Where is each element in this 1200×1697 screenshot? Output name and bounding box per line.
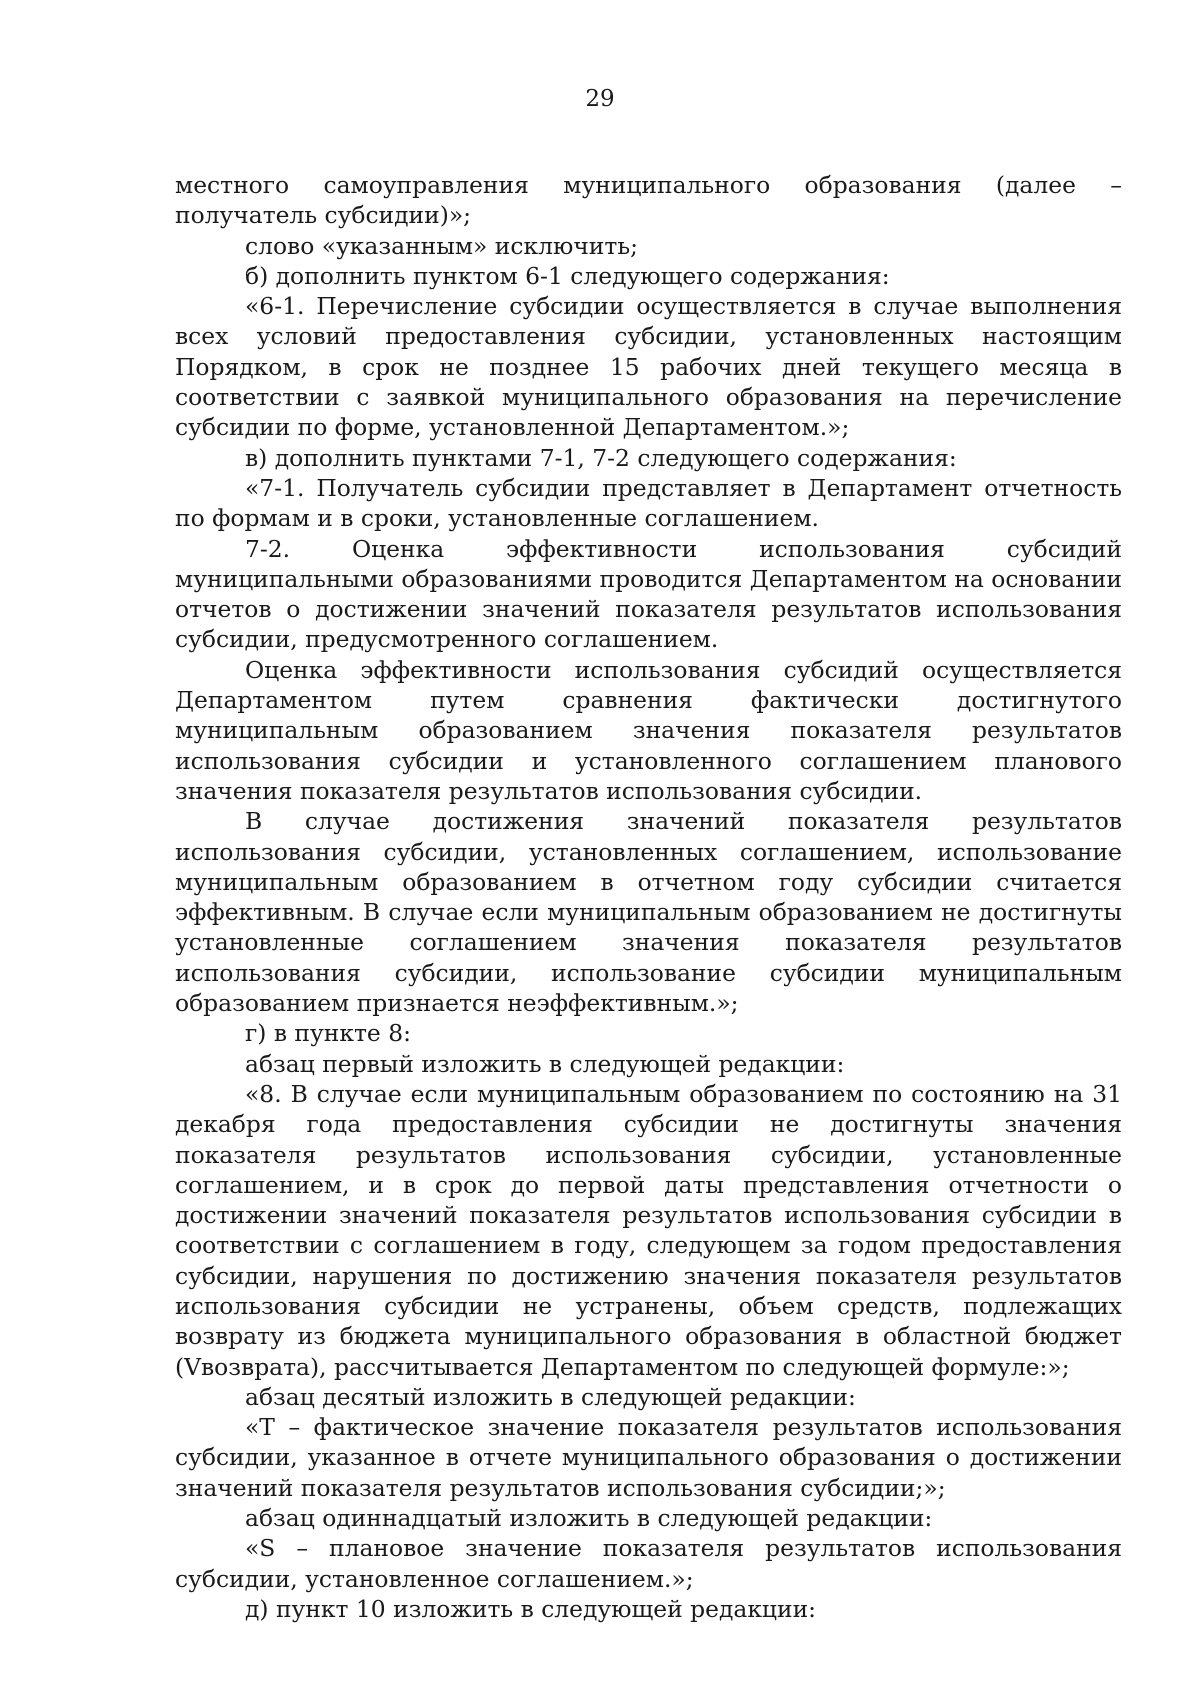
paragraph: в) дополнить пунктами 7-1, 7-2 следующего содержания: — [245, 443, 957, 472]
paragraph: д) пункт 10 изложить в следующей редакции: — [245, 1594, 817, 1623]
document-body — [175, 170, 1122, 1624]
paragraph: абзац первый изложить в следующей редакции: — [245, 1049, 845, 1078]
paragraph: слово «указанным» исключить; — [245, 231, 638, 260]
paragraph: «6-1. Перечисление субсидии осуществляется в случае выполнения всех условий предоставления субсидии, установленных настоящим Порядком, в срок не позднее 15 рабочих дней текущего месяца в соответствии с заявкой муниципального образования на перечисление субсидии по форме, установленной Департаментом.»; — [175, 292, 1122, 442]
paragraph: В случае достижения значений показателя результатов использования субсидии, установленных соглашением, использование муниципальным образованием в отчетном году субсидии считается эффективным. В случае если муниципальным образованием не достигнуты установленные соглашением значения показателя результатов использования субсидии, использование субсидии муниципальным образованием признается неэффективным.»; — [175, 807, 1122, 1018]
paragraph: абзац десятый изложить в следующей редакции: — [245, 1382, 856, 1411]
paragraph: Оценка эффективности использования субсидий осуществляется Департаментом путем сравнения фактически достигнутого муниципальным образованием значения показателя результатов использования субсидии и установленного соглашением планового значения показателя результатов использования субсидии. — [175, 655, 1122, 805]
paragraph: г) в пункте 8: — [245, 1019, 411, 1048]
paragraph: «S – плановое значение показателя результатов использования субсидии, установленное соглашением.»; — [175, 1534, 1122, 1593]
page-number: 29 — [585, 86, 615, 112]
paragraph: абзац одиннадцатый изложить в следующей редакции: — [245, 1504, 933, 1533]
paragraph: 7-2. Оценка эффективности использования субсидий муниципальными образованиями проводится Департаментом на основании отчетов о достижении значений показателя результатов использования субсидии, предусмотренного соглашением. — [175, 534, 1122, 654]
paragraph: «7-1. Получатель субсидии представляет в Департамент отчетность по формам и в сроки, установленные соглашением. — [175, 473, 1122, 533]
paragraph: «8. В случае если муниципальным образованием по состоянию на 31 декабря года предоставления субсидии не достигнуты значения показателя результатов использования субсидии, установленные соглашением, и в срок до первой даты представления отчетности о достижении значений показателя результатов использования субсидии в соответствии с соглашением в году, следующем за годом предоставления субсидии, нарушения по достижению значения показателя результатов использования субсидии не устранены, объем средств, подлежащих возврату из бюджета муниципального образования в областной бюджет (Vвозврата), рассчитывается Департаментом по следующей формуле:»; — [175, 1079, 1122, 1381]
paragraph: местного самоуправления муниципального образования (далее – получатель субсидии)»; — [175, 171, 1122, 230]
paragraph: б) дополнить пунктом 6-1 следующего содержания: — [245, 261, 890, 290]
paragraph: «T – фактическое значение показателя результатов использования субсидии, указанное в отчете муниципального образования о достижении значений показателя результатов использования субсидии;»; — [175, 1413, 1122, 1502]
